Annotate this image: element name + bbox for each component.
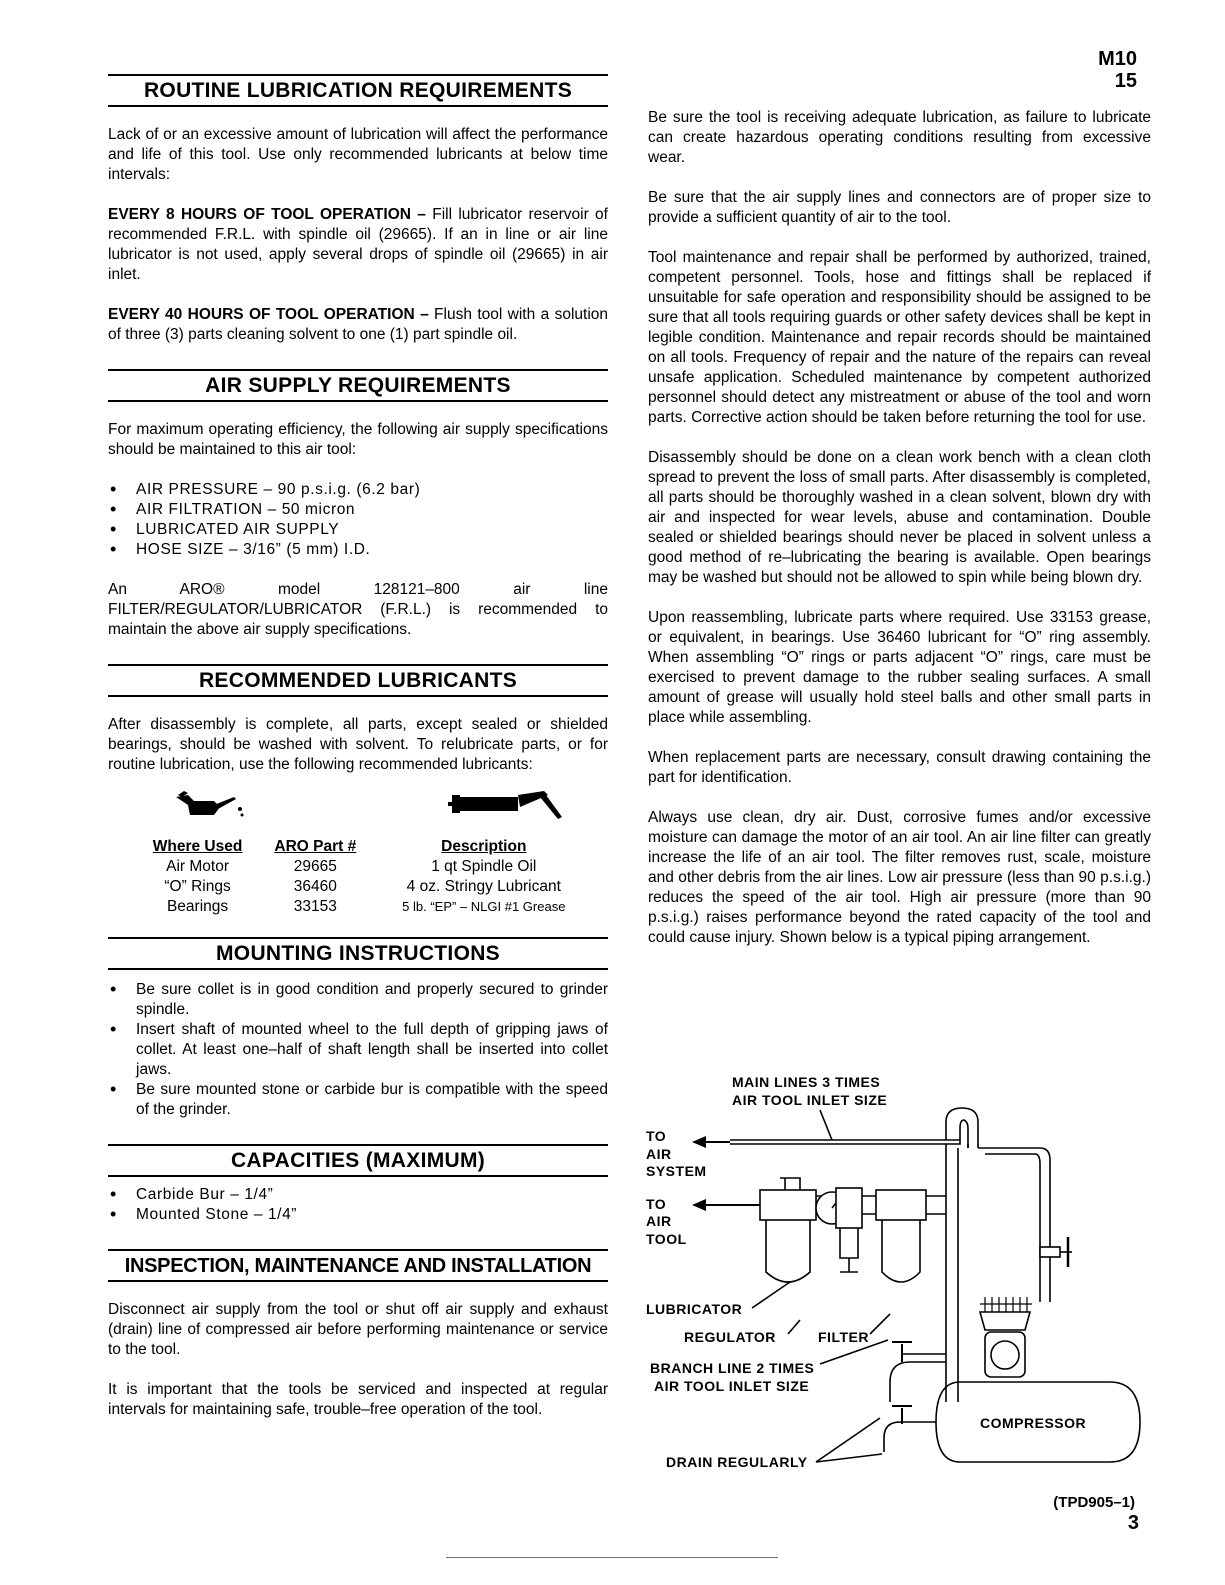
routine-8-hours-label: EVERY 8 HOURS OF TOOL OPERATION – xyxy=(108,206,426,223)
right-column xyxy=(648,108,1151,968)
routine-intro: Lack of or an excessive amount of lubrication will affect the performance and life of this tool. Use only recommended lubricants at below time intervals: xyxy=(108,126,608,183)
label-lubricator: LUBRICATOR xyxy=(646,1301,743,1317)
cell-where: “O” Rings xyxy=(164,878,231,895)
cell-where: Bearings xyxy=(166,898,229,915)
routine-8-hours-text: Fill lubricator reservoir of recommended F.R.L. with spindle oil (29665). If an in line or air line lubricator is not used, apply several drops of spindle oil (29665) in air inlet. xyxy=(108,206,608,283)
inspection-p2: It is important that the tools be serviced and inspected at regular intervals for maintaining safe, trouble–free operation of the tool. xyxy=(108,1381,608,1418)
capacities-list xyxy=(108,1185,608,1225)
column-header-where-used: Where Used xyxy=(152,838,243,855)
section-heading-lubricants: RECOMMENDED LUBRICANTS xyxy=(108,664,608,697)
label-to-air-system-1: TO xyxy=(646,1128,667,1144)
air-supply-list xyxy=(108,480,608,560)
section-heading-mounting: MOUNTING INSTRUCTIONS xyxy=(108,937,608,970)
label-main-lines-1: MAIN LINES 3 TIMES xyxy=(732,1074,881,1090)
page-number: 3 xyxy=(1127,1512,1139,1534)
list-item: • AIR PRESSURE – 90 p.s.i.g. (6.2 bar) xyxy=(108,480,608,500)
cell-part: 29665 xyxy=(293,858,337,875)
label-to-air-tool-1: TO xyxy=(646,1196,667,1212)
label-branch-line-1: BRANCH LINE 2 TIMES xyxy=(650,1360,815,1376)
footer-divider xyxy=(446,1557,778,1558)
list-item: • AIR FILTRATION – 50 micron xyxy=(108,500,608,520)
page-id-line-2: 15 xyxy=(1114,70,1137,92)
section-heading-capacities: CAPACITIES (MAXIMUM) xyxy=(108,1144,608,1177)
routine-40-hours xyxy=(108,305,608,345)
lubricants-table xyxy=(136,837,596,917)
mounting-list xyxy=(108,980,608,1120)
page-id xyxy=(1098,48,1137,92)
list-item: • HOSE SIZE – 3/16” (5 mm) I.D. xyxy=(108,540,608,560)
label-drain-regularly: DRAIN REGULARLY xyxy=(666,1454,808,1470)
paragraph: When replacement parts are necessary, consult drawing containing the part for identification. xyxy=(648,749,1151,786)
paragraph: Disassembly should be done on a clean work bench with a clean cloth spread to prevent the loss of small parts. After disassembly is completed, all parts should be thoroughly washed in a clean solvent, blown dry with air and inspected for wear levels, abuse and contamination. Double sealed or shielded bearings should never be placed in solvent unless a good method of re–lubricating the bearing is available. Open bearings may be washed but should not be allowed to spin while being blown dry. xyxy=(648,449,1151,586)
paragraph: Upon reassembling, lubricate parts where required. Use 33153 grease, or equivalent, in bearings. Use 36460 lubricant for “O” ring assembly. When assembling “O” rings or parts adjacent “O” rings, care must be exercised to prevent damage to the rubber sealing surfaces. A small amount of grease will usually hold steel balls and other small parts in place while assembling. xyxy=(648,609,1151,726)
document-code: (TPD905–1) xyxy=(1053,1494,1135,1511)
table-row xyxy=(136,857,596,877)
section-heading-routine: ROUTINE LUBRICATION REQUIREMENTS xyxy=(108,74,608,107)
label-compressor: COMPRESSOR xyxy=(980,1415,1087,1431)
table-row xyxy=(136,877,596,897)
paragraph: Be sure the tool is receiving adequate lubrication, as failure to lubricate can create hazardous operating conditions resulting from excessive wear. xyxy=(648,109,1151,166)
cell-desc: 5 lb. “EP” – NLGI #1 Grease xyxy=(402,899,566,914)
air-supply-outro: An ARO® model 128121–800 air line FILTER/REGULATOR/LUBRICATOR (F.R.L.) is recommended to maintain the above air supply specifications. xyxy=(108,581,608,638)
piping-diagram xyxy=(640,1072,1160,1492)
label-to-air-tool-2: AIR xyxy=(646,1213,672,1229)
table-row xyxy=(136,897,596,917)
list-item: • Be sure collet is in good condition and properly secured to grinder spindle. xyxy=(108,980,608,1020)
list-item: • LUBRICATED AIR SUPPLY xyxy=(108,520,608,540)
label-filter: FILTER xyxy=(818,1329,869,1345)
air-supply-intro: For maximum operating efficiency, the following air supply specifications should be maintained to this air tool: xyxy=(108,421,608,458)
inspection-p1: Disconnect air supply from the tool or shut off air supply and exhaust (drain) line of compressed air before performing maintenance or service to the tool. xyxy=(108,1301,608,1358)
table-header-row xyxy=(136,837,596,857)
list-item: • Insert shaft of mounted wheel to the full depth of gripping jaws of collet. At least one–half of shaft length shall be inserted into collet jaws. xyxy=(108,1020,608,1080)
list-item: • Be sure mounted stone or carbide bur is compatible with the speed of the grinder. xyxy=(108,1080,608,1120)
list-item: • Mounted Stone – 1/4” xyxy=(108,1205,608,1225)
label-to-air-tool-3: TOOL xyxy=(646,1231,687,1247)
cell-desc: 1 qt Spindle Oil xyxy=(431,858,537,875)
label-regulator: REGULATOR xyxy=(684,1329,776,1345)
routine-40-hours-label: EVERY 40 HOURS OF TOOL OPERATION – xyxy=(108,306,429,323)
label-main-lines-2: AIR TOOL INLET SIZE xyxy=(732,1092,888,1108)
label-to-air-system-3: SYSTEM xyxy=(646,1163,707,1179)
label-branch-line-2: AIR TOOL INLET SIZE xyxy=(654,1378,810,1394)
lubricants-intro: After disassembly is complete, all parts, except sealed or shielded bearings, should be washed with solvent. To relubricate parts, or for routine lubrication, use the following recommended lubricants: xyxy=(108,716,608,773)
column-header-description: Description xyxy=(441,838,527,855)
section-heading-inspection: INSPECTION, MAINTENANCE AND INSTALLATION xyxy=(108,1249,608,1282)
section-heading-air-supply: AIR SUPPLY REQUIREMENTS xyxy=(108,369,608,402)
routine-40-hours-text: Flush tool with a solution of three (3) parts cleaning solvent to one (1) part spindle oil. xyxy=(108,306,609,343)
cell-part: 36460 xyxy=(293,878,337,895)
routine-8-hours xyxy=(108,205,608,285)
paragraph: Be sure that the air supply lines and connectors are of proper size to provide a sufficient quantity of air to the tool. xyxy=(648,189,1151,226)
page-id-line-1: M10 xyxy=(1098,48,1137,70)
paragraph: Always use clean, dry air. Dust, corrosive fumes and/or excessive moisture can damage the motor of an air tool. An air line filter can greatly increase the life of an air tool. The filter removes rust, scale, moisture and other debris from the air lines. Low air pressure (less than 90 p.s.i.g.) reduces the speed of the air tool. High air pressure (more than 90 p.s.i.g.) raises performance beyond the rated capacity of the tool and could cause injury. Shown below is a typical piping arrangement. xyxy=(648,809,1151,946)
lubricant-icons xyxy=(108,785,608,835)
left-column xyxy=(108,74,608,1440)
paragraph: Tool maintenance and repair shall be performed by authorized, trained, competent personnel. Tools, hose and fittings shall be replaced if unsuitable for safe operation and responsibility should be assigned to be sure that all tools requiring guards or other safety devices shall be kept in legible condition. Maintenance and repair records should be maintained on all tools. Frequency of repair and the nature of the repairs can reveal unsafe application. Scheduled maintenance by competent authorized personnel should detect any mistreatment or abuse of the tool and worn parts. Corrective action should be taken before returning the tool for use. xyxy=(648,249,1151,426)
label-to-air-system-2: AIR xyxy=(646,1146,672,1162)
cell-desc: 4 oz. Stringy Lubricant xyxy=(406,878,561,895)
cell-part: 33153 xyxy=(293,898,337,915)
grease-gun-icon xyxy=(448,785,568,831)
oil-can-icon xyxy=(170,787,250,833)
column-header-aro-part: ARO Part # xyxy=(274,838,357,855)
cell-where: Air Motor xyxy=(166,858,229,875)
list-item: • Carbide Bur – 1/4” xyxy=(108,1185,608,1205)
